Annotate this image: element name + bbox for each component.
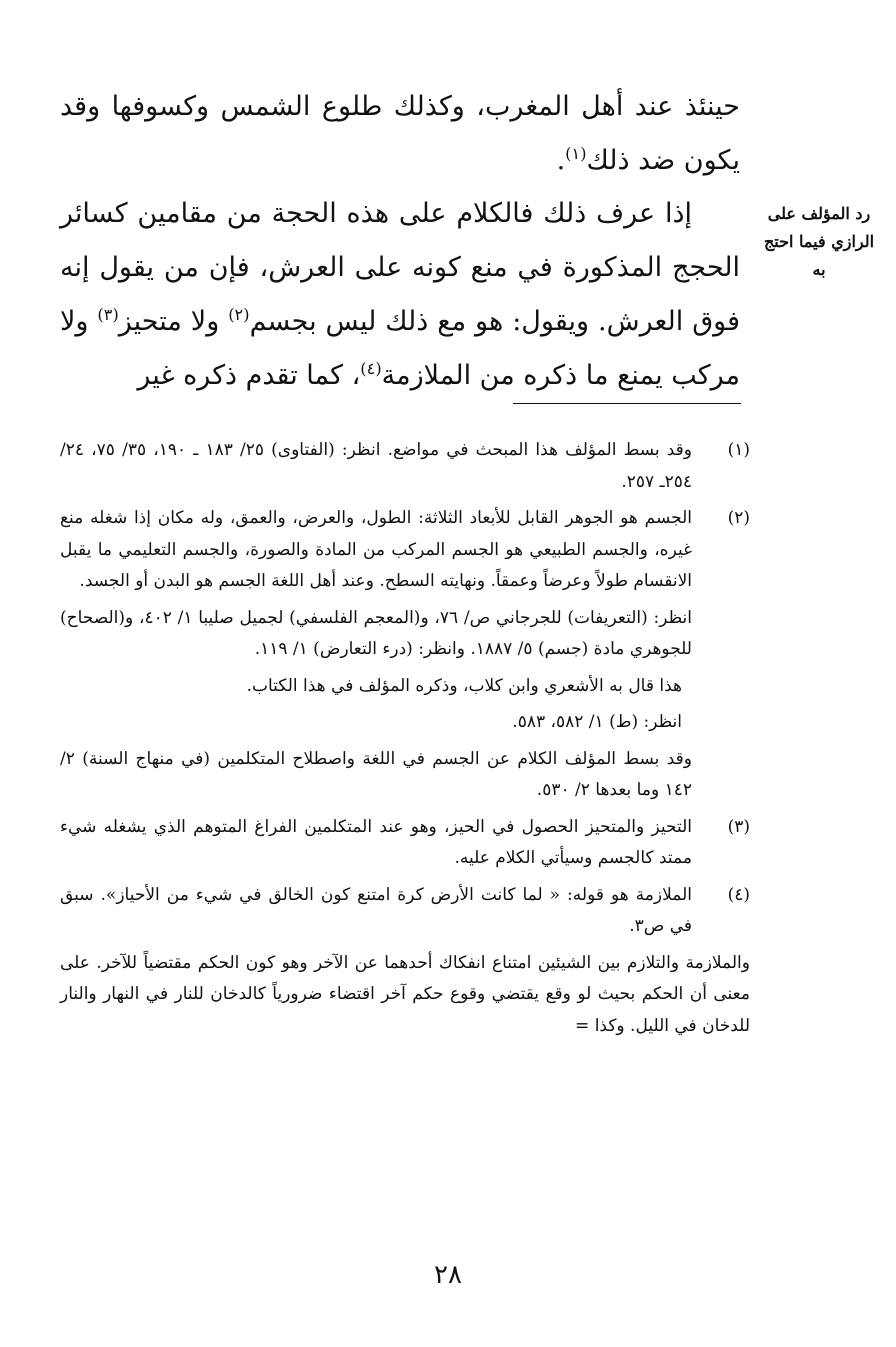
- footnote-text: التحيز والمتحيز الحصول في الحيز، وهو عند المتكلمين الفراغ المتوهم الذي يشغله شيء ممتد كالجسم وسيأتي الكلام عليه.: [60, 816, 692, 868]
- footnote-text: وقد بسط المؤلف الكلام عن الجسم في اللغة واصطلاح المتكلمين (في منهاج السنة) ٢/ ١٤٢ وما بعدها ٢/ ٥٣٠.: [60, 748, 692, 800]
- footnote-text: هذا قال به الأشعري وابن كلاب، وذكره المؤلف في هذا الكتاب.: [246, 675, 682, 696]
- para2-segment-3: ولا مركب يمنع ما ذكره من الملازمة: [60, 306, 740, 391]
- footnote-separator: [513, 403, 741, 404]
- footnote-text: وقد بسط المؤلف هذا المبحث في مواضع. انظر: (الفتاوى) ٢٥/ ١٨٣ ـ ١٩٠، ٣٥/ ٧٥، ٢٤/ ٢٥٤ـ ٢٥٧.: [60, 440, 693, 492]
- footnote-ref-3: (٣): [97, 305, 119, 324]
- main-paragraph-continuation: [60, 80, 740, 188]
- para1-tail: .: [556, 145, 566, 176]
- footnotes: [60, 435, 750, 1047]
- footnote-text: والملازمة والتلازم بين الشيئين امتناع انفكاك أحدهما عن الآخر وهو كون الحكم مقتضياً للآخر. على معنى أن الحكم بحيث لو وقع يقتضي وقوع حكم آخر اقتضاء ضرورياً كالدخان للنار في النهار والنار للدخان في الليل. وكذا =: [60, 952, 750, 1036]
- page-number: ٢٨: [434, 1260, 462, 1290]
- para2-segment-4: ، كما تقدم ذكره غير: [137, 360, 361, 391]
- footnote-3: [60, 812, 750, 875]
- footnote-1: [60, 435, 750, 498]
- para2-segment-1: إذا عرف ذلك فالكلام على هذه الحجة من مقامين كسائر الحجج المذكورة في منع كونه على العرش، فإن من يقول إنه فوق العرش. ويقول: هو مع ذلك ليس بجسم: [60, 198, 740, 337]
- footnote-reference-line: انظر: (ط) ١/ ٥٨٢، ٥٨٣.: [512, 712, 682, 732]
- main-paragraph: [60, 187, 740, 403]
- footnote-ref-1: (١): [565, 144, 587, 163]
- footnote-number: (٣): [727, 816, 750, 837]
- footnote-text: الملازمة هو قوله: « لما كانت الأرض كرة امتنع كون الخالق في شيء من الأحياز». سبق في ص٣.: [60, 884, 692, 936]
- para2-segment-2: ولا متحيز: [118, 306, 229, 337]
- footnote-text: الجسم هو الجوهر القابل للأبعاد الثلاثة: الطول، والعرض، والعمق، وله مكان إذا شغله منع غيره، والجسم الطبيعي هو الجسم المركب من المادة والصورة، والجسم التعليمي ما يقبل الانقسام طولاً وعرضاً وعمقاً. ونهايته السطح. وعند أهل اللغة الجسم هو البدن أو الجسد.: [60, 508, 692, 591]
- footnote-ref-2: (٢): [228, 305, 250, 324]
- footnote-number: (٤): [727, 884, 750, 905]
- para1-text: حينئذ عند أهل المغرب، وكذلك طلوع الشمس وكسوفها وقد يكون ضد ذلك: [60, 91, 740, 176]
- footnote-2: [60, 503, 750, 807]
- footnote-reference-line: انظر: (التعريفات) للجرجاني ص/ ٧٦، و(المعجم الفلسفي) لجميل صليبا ١/ ٤٠٢، و(الصحاح) للجوهري مادة (جسم) ٥/ ١٨٨٧. وانظر: (درء التعارض) ١/ ١١٩.: [60, 607, 692, 659]
- footnote-number: (٢): [727, 508, 750, 528]
- margin-note: رد المؤلف على الرازي فيما احتج به: [763, 204, 875, 279]
- footnote-4: [60, 880, 750, 1043]
- footnote-ref-4: (٤): [360, 359, 382, 378]
- footnote-number: (١): [727, 440, 750, 460]
